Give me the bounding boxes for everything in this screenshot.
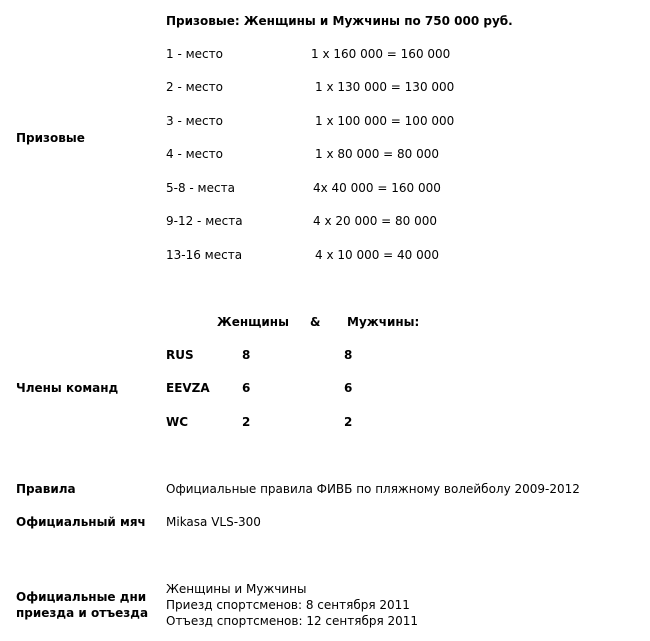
prize-amount-2: 1 х 130 000 = 130 000 [315, 80, 455, 94]
arrival-label-line2: приезда и отъезда [16, 606, 149, 620]
arrival-label-line1: Официальные дни [16, 590, 147, 604]
prize-amount-4: 1 х 80 000 = 80 000 [315, 147, 440, 161]
prize-place-5: 5-8 - места [166, 181, 235, 195]
team-code-wc: WC [166, 415, 189, 429]
teams-header-men: Мужчины: [347, 315, 420, 329]
prize-amount-6: 4 х 20 000 = 80 000 [313, 214, 438, 228]
prizes-label: Призовые [16, 131, 85, 145]
rules-value: Официальные правила ФИВБ по пляжному волейболу 2009-2012 [166, 482, 580, 496]
prize-place-3: 3 - место [166, 114, 223, 128]
ball-value: Mikasa VLS-300 [166, 515, 261, 529]
prize-place-4: 4 - место [166, 147, 223, 161]
prize-amount-1: 1 х 160 000 = 160 000 [311, 47, 451, 61]
teams-label: Члены команд [16, 381, 119, 395]
prize-amount-3: 1 х 100 000 = 100 000 [315, 114, 455, 128]
teams-header-women: Женщины [217, 315, 289, 329]
team-women-eevza: 6 [242, 381, 251, 395]
team-women-wc: 2 [242, 415, 251, 429]
team-men-wc: 2 [344, 415, 353, 429]
teams-header-amp: & [310, 315, 321, 329]
ball-label: Официальный мяч [16, 515, 146, 529]
prize-amount-5: 4х 40 000 = 160 000 [313, 181, 441, 195]
prize-place-7: 13-16 места [166, 248, 243, 262]
prize-amount-7: 4 х 10 000 = 40 000 [315, 248, 440, 262]
prize-place-6: 9-12 - места [166, 214, 243, 228]
prizes-title: Призовые: Женщины и Мужчины по 750 000 руб. [166, 14, 513, 28]
team-code-rus: RUS [166, 348, 194, 362]
team-women-rus: 8 [242, 348, 251, 362]
prize-place-2: 2 - место [166, 80, 223, 94]
team-men-eevza: 6 [344, 381, 353, 395]
team-men-rus: 8 [344, 348, 353, 362]
rules-label: Правила [16, 482, 76, 496]
prize-place-1: 1 - место [166, 47, 223, 61]
arrival-line2: Приезд спортсменов: 8 сентября 2011 [166, 598, 410, 612]
arrival-line1: Женщины и Мужчины [166, 582, 307, 596]
team-code-eevza: EEVZA [166, 381, 210, 395]
arrival-line3: Отъезд спортсменов: 12 сентября 2011 [166, 614, 419, 628]
